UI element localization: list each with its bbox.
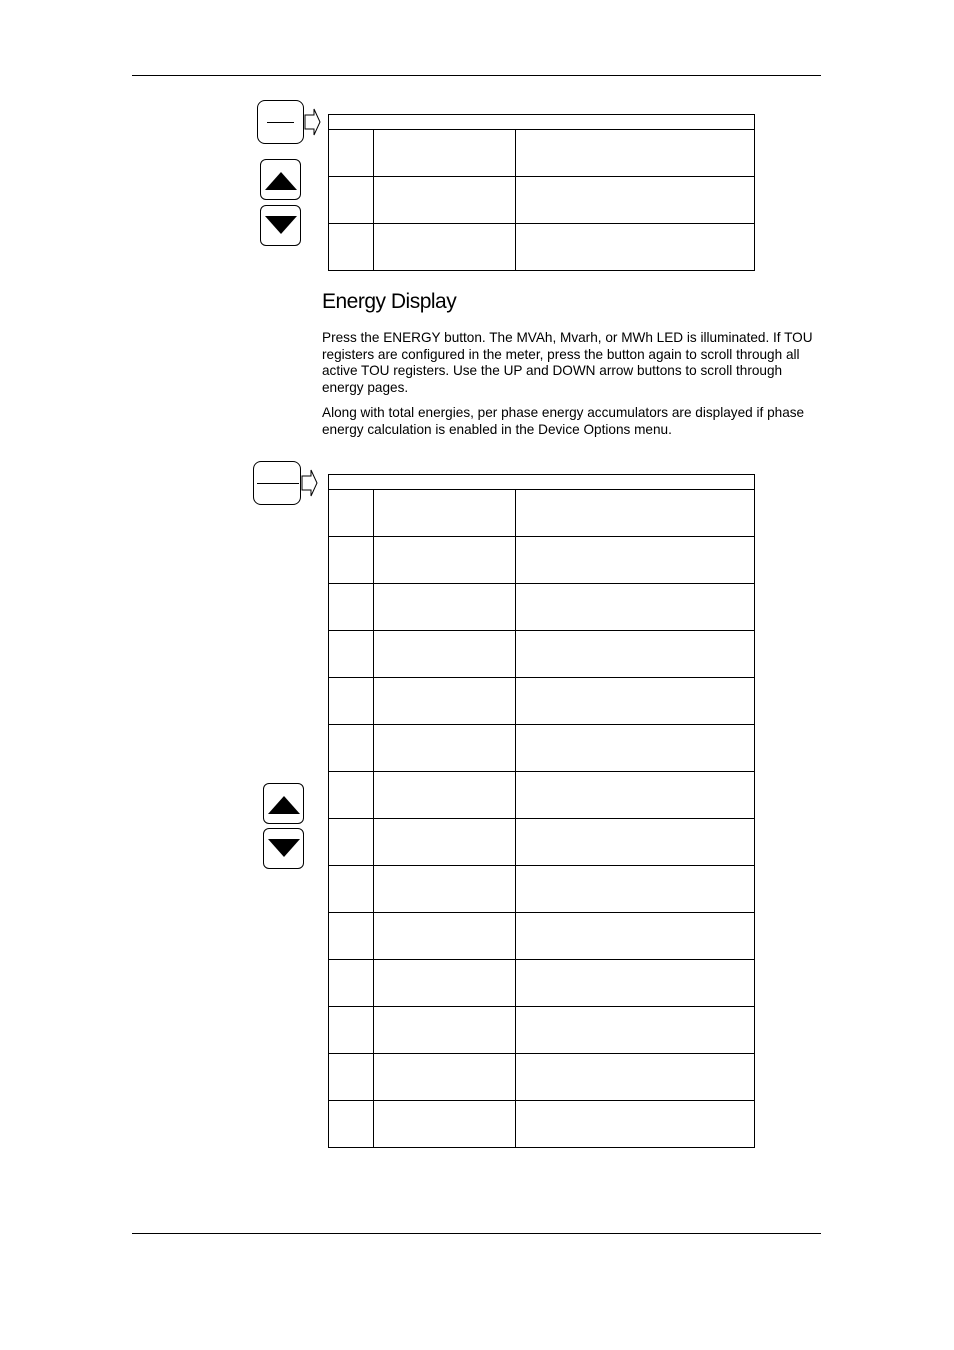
up-arrow-button[interactable]: [260, 159, 301, 200]
down-arrow-button[interactable]: [260, 205, 301, 246]
down-arrow-icon: [261, 206, 302, 247]
display-table-2: [328, 474, 755, 1148]
table-row: [329, 537, 755, 584]
table-row: [329, 224, 755, 271]
menu-button-icon[interactable]: [257, 100, 304, 144]
section-heading: Energy Display: [322, 290, 457, 313]
table-row: [329, 913, 755, 960]
table-row: [329, 490, 755, 537]
paragraph-phase-energy: Along with total energies, per phase energy accumulators are displayed if phase energy calculation is enabled in the Device Options menu.: [322, 405, 805, 437]
table-row: [329, 960, 755, 1007]
table-row: [329, 631, 755, 678]
down-arrow-icon: [264, 829, 305, 870]
energy-button-icon[interactable]: [253, 461, 301, 505]
up-arrow-icon: [261, 160, 302, 201]
pointer-arrow-icon: [304, 108, 322, 136]
table-row: [329, 584, 755, 631]
display-table-1: [328, 114, 755, 271]
footer-rule: [132, 1233, 821, 1234]
header-rule: [132, 75, 821, 76]
paragraph-energy-button: Press the ENERGY button. The MVAh, Mvarh, or MWh LED is illuminated. If TOU registers are configured in the meter, press the button again to scroll through all active TOU registers. Use the UP and DOWN arrow buttons to scroll through energy pages.: [322, 330, 813, 395]
up-arrow-icon: [264, 784, 305, 825]
table-row: [329, 130, 755, 177]
table-row: [329, 819, 755, 866]
table-row: [329, 866, 755, 913]
table-header-row: [329, 475, 755, 490]
table-row: [329, 1101, 755, 1148]
table-row: [329, 725, 755, 772]
table-header-row: [329, 115, 755, 130]
table-row: [329, 1007, 755, 1054]
table-row: [329, 772, 755, 819]
up-arrow-button[interactable]: [263, 783, 304, 824]
pointer-arrow-icon: [301, 469, 319, 497]
table-row: [329, 678, 755, 725]
table-row: [329, 177, 755, 224]
down-arrow-button[interactable]: [263, 828, 304, 869]
table-row: [329, 1054, 755, 1101]
